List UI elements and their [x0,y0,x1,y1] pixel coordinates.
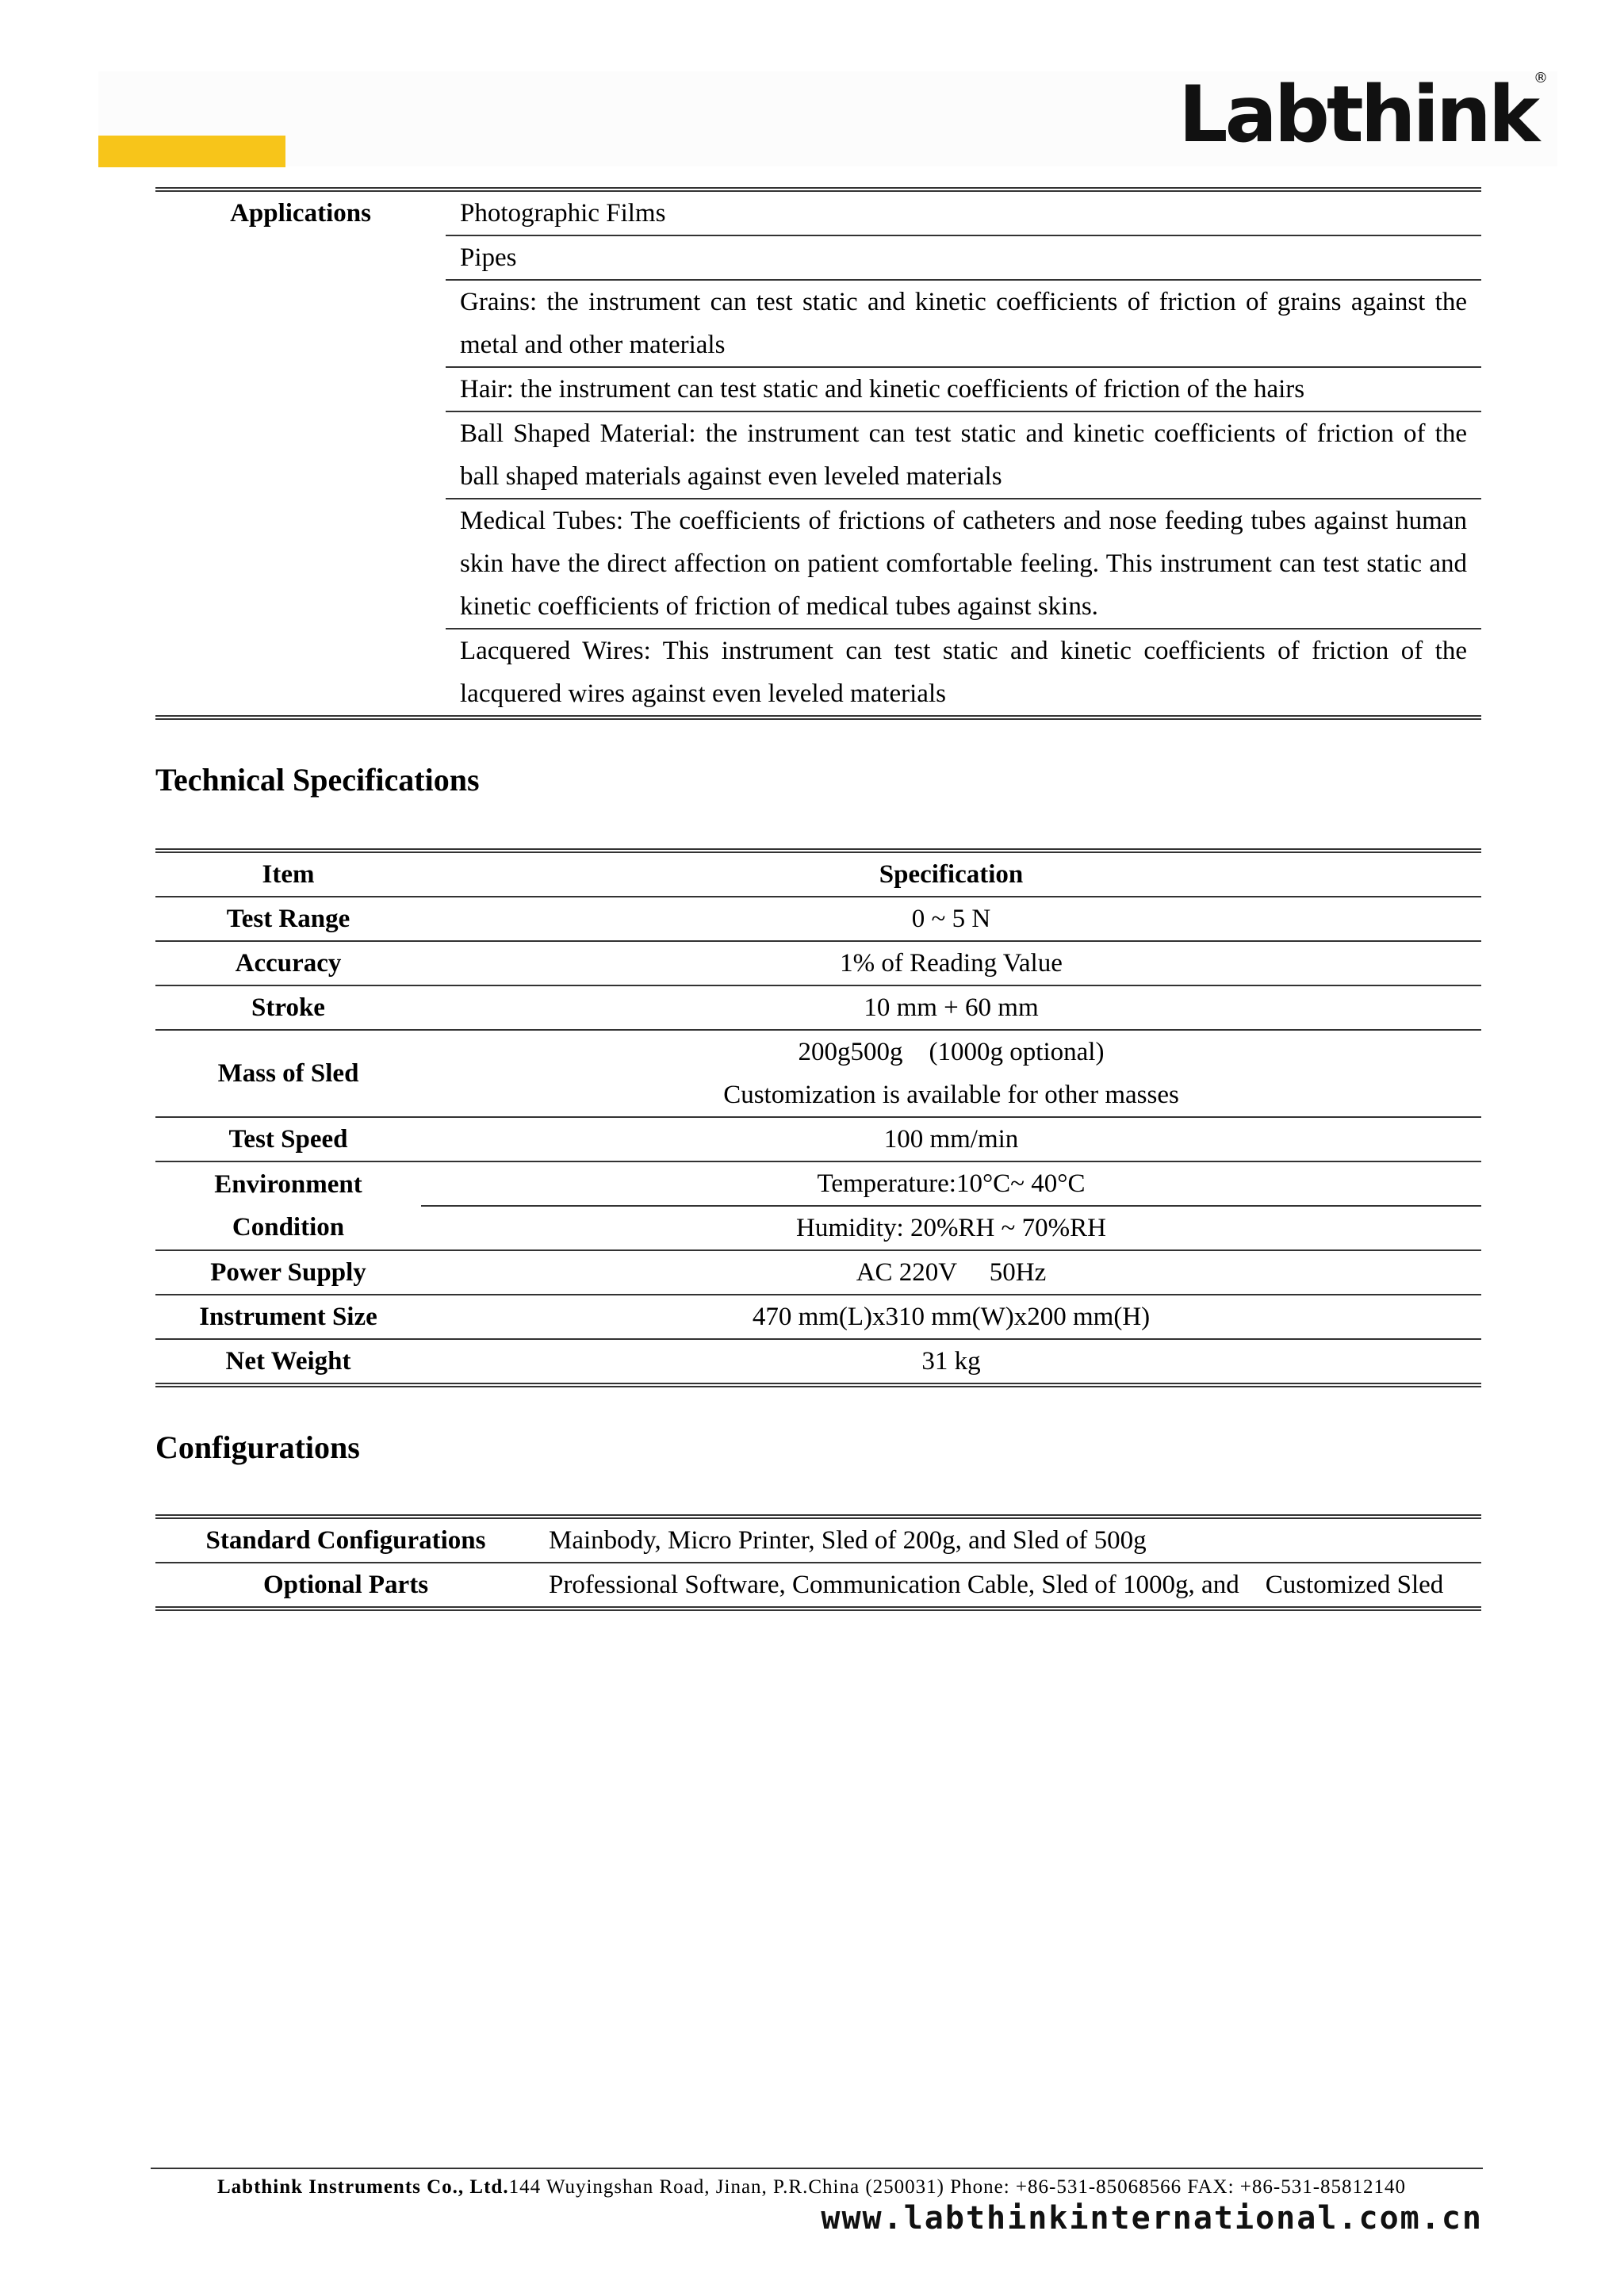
table-row [155,1030,1481,1117]
mass-value-line: 200g500g (1000g optional) [798,1038,1105,1066]
header-accent-bar [98,136,285,167]
table-row [155,985,1481,1030]
application-item: Lacquered Wires: This instrument can test static and kinetic coefficients of friction of the lacquered wires against even leveled materials [460,637,1467,708]
table-row [155,1161,1481,1206]
specifications-table [155,848,1481,1387]
table-row [155,1517,1481,1563]
header-item: Item [155,851,421,897]
config-value: Mainbody, Micro Printer, Sled of 200g, and Sled of 500g [536,1517,1481,1563]
application-item: Medical Tubes: The coefficients of frictions of catheters and nose feeding tubes against human skin have the direct affection on patient comfortable feeling. This instrument can test static and kinetic coefficients of friction of medical tubes against skins. [446,499,1481,629]
configurations-title: Configurations [155,1429,360,1465]
config-key: Optional Parts [262,1571,429,1599]
footer-divider [151,2168,1483,2169]
spec-value: AC 220V 50Hz [421,1250,1481,1295]
application-item: Hair: the instrument can test static and kinetic coefficients of friction of the hairs [446,367,1481,411]
spec-key: Test Speed [155,1117,421,1161]
table-row [155,941,1481,985]
spec-value: 10 mm + 60 mm [421,985,1481,1030]
config-value: Professional Software, Communication Cable, Sled of 1000g, and Customized Sled [549,1571,1444,1599]
footer-website: www.labthinkinternational.com.cn [821,2200,1483,2237]
footer-contact [217,2176,1406,2198]
technical-specifications-title: Technical Specifications [155,762,480,798]
table-row [155,1295,1481,1339]
table-row [155,851,1481,897]
environment-label: Environment [214,1170,362,1199]
applications-label: Applications [230,199,371,228]
application-item: Photographic Films [446,189,1481,235]
labthink-logo: Labthink [1178,70,1537,160]
condition-label: Condition [232,1213,345,1242]
spec-value: 100 mm/min [421,1117,1481,1161]
spec-value: 1% of Reading Value [421,941,1481,985]
spec-key: Accuracy [155,941,421,985]
spec-value: Humidity: 20%RH ~ 70%RH [421,1206,1481,1250]
configurations-table [155,1514,1481,1611]
spec-value [421,1030,1481,1117]
spec-key: Power Supply [155,1250,421,1295]
spec-value: 31 kg [921,1347,981,1376]
application-item: Ball Shaped Material: the instrument can test static and kinetic coefficients of friction of the ball shaped materials against even leveled materials [446,411,1481,499]
spec-value: Temperature:10°C~ 40°C [421,1161,1481,1206]
spec-value: 0 ~ 5 N [421,897,1481,941]
table-row [155,897,1481,941]
spec-key [155,1161,421,1250]
applications-table [155,187,1481,720]
spec-key: Net Weight [225,1347,351,1376]
registered-mark: ® [1534,70,1548,86]
table-row [155,1563,1481,1609]
footer-company: Labthink Instruments Co., Ltd. [217,2176,509,2198]
application-item: Grains: the instrument can test static and kinetic coefficients of friction of grains against the metal and other materials [446,280,1481,367]
table-row [155,1339,1481,1385]
footer-address: 144 Wuyingshan Road, Jinan, P.R.China (250031) Phone: +86-531-85068566 FAX: +86-531-85812140 [508,2176,1407,2198]
spec-key: Mass of Sled [155,1030,421,1117]
spec-value: 470 mm(L)x310 mm(W)x200 mm(H) [421,1295,1481,1339]
table-row [155,1117,1481,1161]
config-key: Standard Configurations [155,1517,536,1563]
spec-key: Stroke [155,985,421,1030]
application-item: Pipes [446,235,1481,280]
mass-value-line: Customization is available for other masses [723,1081,1179,1109]
header-specification: Specification [421,851,1481,897]
spec-key: Instrument Size [155,1295,421,1339]
spec-key: Test Range [155,897,421,941]
table-row [155,1250,1481,1295]
